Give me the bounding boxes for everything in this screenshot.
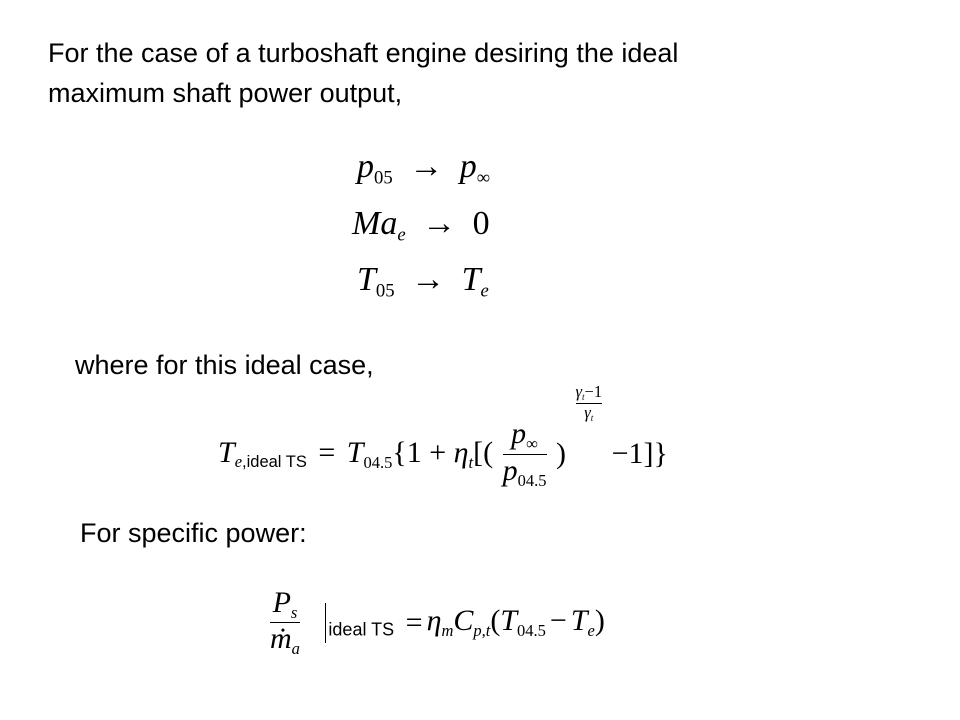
zero-value: 0 <box>472 205 490 242</box>
intro-line-2: maximum shaft power output, <box>48 78 403 108</box>
t045-subscript: 04.5 <box>517 620 546 640</box>
t045-subscript: 04.5 <box>363 452 393 472</box>
mach-symbol: Ma <box>352 205 398 242</box>
pressure-ratio-fraction <box>503 419 547 489</box>
closing-terms: −1]} <box>611 437 668 471</box>
eta-subscript: m <box>441 620 454 640</box>
t-symbol: T <box>461 261 481 298</box>
evaluation-bar <box>325 603 326 643</box>
t-symbol: T <box>346 435 364 469</box>
gamma-subscript: t <box>590 413 594 424</box>
t-symbol: T <box>570 604 588 638</box>
power-per-mass-fraction <box>270 588 300 658</box>
t05-subscript: 05 <box>375 280 395 302</box>
p-symbol: p <box>511 417 527 451</box>
p-symbol: p <box>459 148 477 185</box>
t-symbol: T <box>357 261 376 298</box>
equals-sign: = <box>318 435 336 469</box>
equals-sign: = <box>405 605 423 639</box>
infinity-subscript: ∞ <box>476 167 491 189</box>
cp-subscript: p,t <box>473 620 491 640</box>
open-bracket: [( <box>473 435 494 469</box>
gamma-symbol: γ <box>575 382 583 401</box>
te-subscript: e <box>587 620 595 640</box>
ideal-case-label: where for this ideal case, <box>75 350 374 380</box>
eta-subscript: t <box>468 452 474 472</box>
limit-eq-mach <box>352 207 490 245</box>
close-paren: ) <box>594 604 605 638</box>
specific-power-label: For specific power: <box>80 518 307 548</box>
minus-sign: − <box>549 604 567 638</box>
specific-power-equation <box>270 588 605 658</box>
ma-subscript: a <box>291 639 300 659</box>
limit-eq-pressure <box>357 150 490 188</box>
p05-subscript: 05 <box>374 167 393 189</box>
p-symbol: P <box>272 586 291 619</box>
cp-symbol: C <box>453 604 474 638</box>
arrow-icon: → <box>409 148 444 185</box>
open-brace: {1 + <box>392 435 447 469</box>
arrow-icon: → <box>422 205 457 242</box>
intro-line-1: For the case of a turboshaft engine desiring the ideal <box>48 38 679 68</box>
mdot-symbol: ṁ <box>270 622 292 656</box>
p-symbol: p <box>502 453 518 487</box>
infinity-subscript: ∞ <box>526 434 538 454</box>
te-subscript: e <box>480 280 489 302</box>
t-symbol: T <box>500 604 518 638</box>
open-paren: ( <box>490 604 501 638</box>
p-symbol: p <box>357 148 374 185</box>
ideal-temperature-equation <box>218 384 668 489</box>
gamma-symbol: γ <box>584 403 591 423</box>
ideal-ts-subscript: ,ideal TS <box>242 453 307 472</box>
eta-symbol: η <box>453 435 469 469</box>
mach-subscript: e <box>397 224 406 246</box>
ideal-ts-subscript: ideal TS <box>328 619 395 640</box>
ps-subscript: s <box>290 602 298 622</box>
t-symbol: T <box>218 435 235 469</box>
minus-one: −1 <box>584 382 603 401</box>
limit-eq-temperature <box>357 263 489 301</box>
exponent-fraction <box>576 384 603 424</box>
p045-subscript: 04.5 <box>517 470 547 490</box>
te-subscript: e <box>234 452 243 472</box>
arrow-icon: → <box>411 261 446 298</box>
close-paren: ) <box>556 437 566 471</box>
eta-symbol: η <box>426 604 442 638</box>
gamma-subscript: t <box>582 392 585 403</box>
